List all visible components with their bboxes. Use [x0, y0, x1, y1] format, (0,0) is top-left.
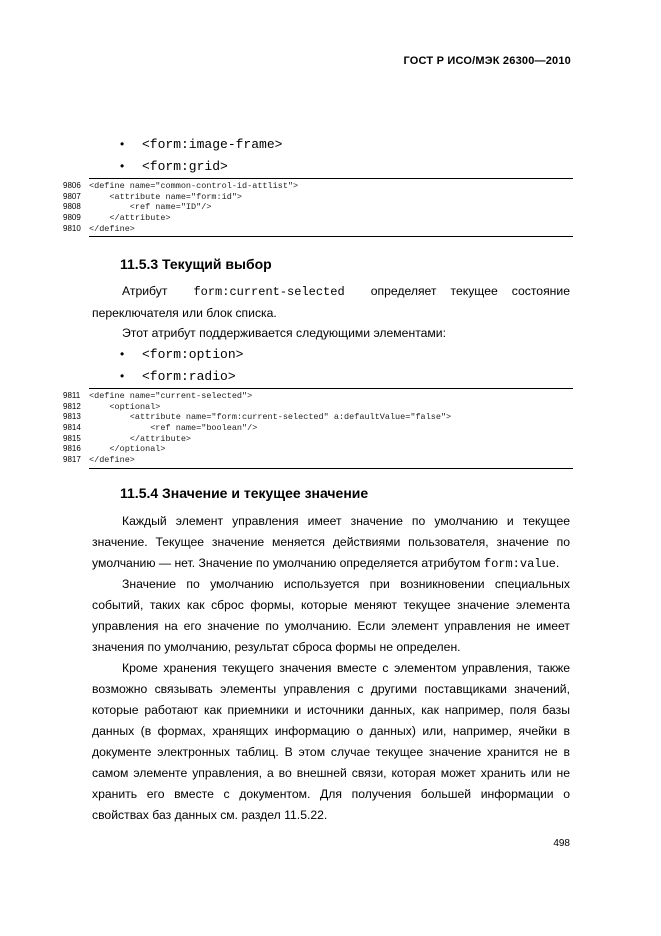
code-line: 9807 <attribute name="form:id">: [63, 191, 243, 202]
code-block-9806: [63, 178, 573, 237]
code-block-9811: [63, 388, 573, 469]
code-line: 9811 <define name="current-selected">: [63, 391, 253, 401]
list-item: • <form:grid>: [120, 159, 228, 174]
code-line: 9814 <ref name="boolean"/>: [63, 423, 258, 434]
section-heading: 11.5.4 Значение и текущее значение: [120, 485, 369, 501]
code-line: 9812 <optional>: [63, 401, 161, 412]
code-line: 9810 </define>: [63, 223, 135, 234]
code-line: 9816 </optional>: [63, 444, 166, 455]
code-line: 9813 <attribute name="form:current-selected" a:defaultValue="false">: [63, 412, 452, 423]
divider: [89, 388, 573, 389]
list-item: • <form:image-frame>: [120, 137, 283, 152]
bullet-icon: •: [120, 159, 125, 173]
bullet-icon: •: [120, 369, 125, 383]
bullet-icon: •: [120, 347, 125, 361]
paragraph: Этот атрибут поддерживается следующими элементами:: [122, 326, 446, 340]
code-line: 9809 </attribute>: [63, 213, 171, 224]
divider: [89, 178, 573, 179]
code-line: 9806 <define name="common-control-id-attlist">: [63, 181, 299, 191]
bullet-icon: •: [120, 137, 125, 151]
document-header: ГОСТ Р ИСО/МЭК 26300—2010: [403, 55, 571, 67]
section-heading: 11.5.3 Текущий выбор: [120, 256, 272, 272]
code-line: 9815 </attribute>: [63, 433, 192, 444]
divider: [89, 468, 573, 469]
paragraph: Каждый элемент управления имеет значение по умолчанию и текущее значение. Текущее значение меняется действиями пользователя, значение по умолчанию — нет. Значение по умолчанию определяется атрибутом form:value.: [92, 514, 570, 571]
code-line: 9817 </define>: [63, 455, 135, 466]
divider: [89, 236, 573, 237]
list-item: • <form:radio>: [120, 369, 236, 384]
code-line: 9808 <ref name="ID"/>: [63, 202, 212, 213]
list-item: • <form:option>: [120, 347, 244, 362]
paragraph: Кроме хранения текущего значения вместе с элементом управления, также возможно связывать элементы управления с другими поставщиками значений, которые работают как приемники и источники данных, как например, поля базы данных (в формах, хранящих информацию о данных) или, например, ячейки в документе электронных таблиц. В этом случае текущее значение хранится не в самом элементе управления, а во внешней связи, которая может хранить или не хранить его вместе с документом. Для получения большей информации о свойствах баз данных см. раздел 11.5.22.: [92, 661, 570, 822]
page-number: 498: [553, 838, 570, 849]
paragraph: Атрибут form:current-selected определяет текущее состояние переключателя или блок списка.: [92, 284, 570, 320]
paragraph: Значение по умолчанию используется при возникновении специальных событий, таких как сброс формы, которые меняют текущее значение элемента управления на его значение по умолчанию. Если элемент управления не имеет значения по умолчанию, результат сброса формы не определен.: [92, 577, 570, 654]
